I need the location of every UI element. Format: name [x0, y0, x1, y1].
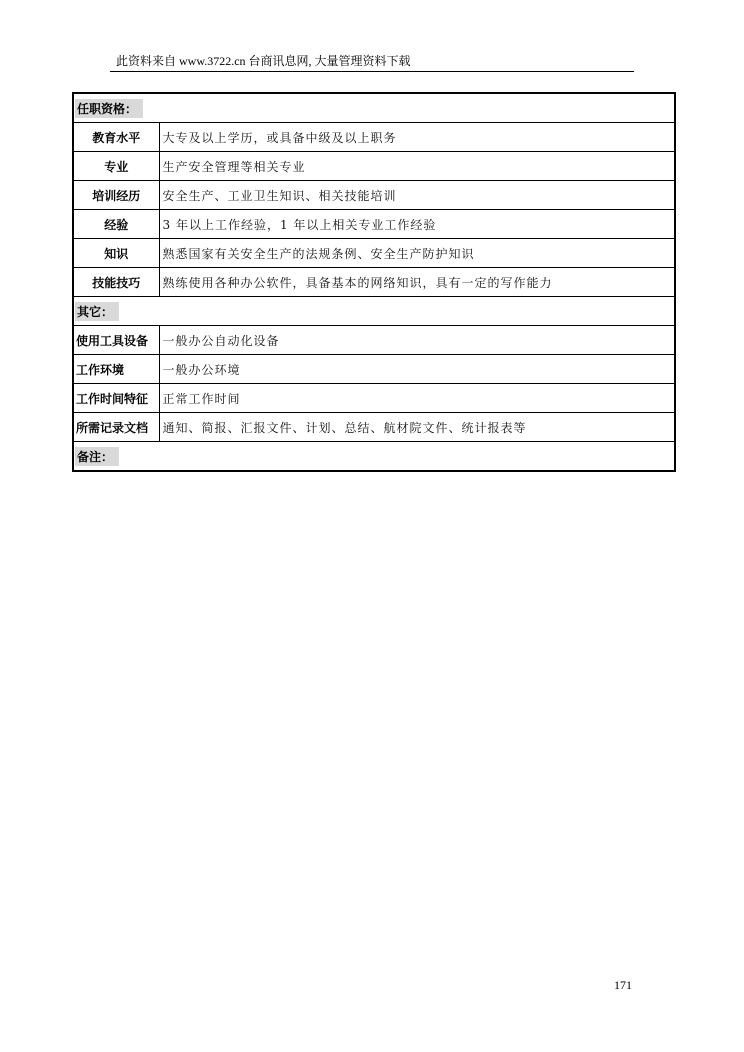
row-value-tools: 一般办公自动化设备 — [159, 326, 675, 355]
row-value-work-hours: 正常工作时间 — [159, 384, 675, 413]
row-label-experience: 经验 — [73, 210, 159, 239]
row-value-documents: 通知、简报、汇报文件、计划、总结、航材院文件、统计报表等 — [159, 413, 675, 442]
table-row — [73, 268, 675, 297]
table-row — [73, 152, 675, 181]
row-value-knowledge: 熟悉国家有关安全生产的法规条例、安全生产防护知识 — [159, 239, 675, 268]
table-row — [73, 181, 675, 210]
section-row-qualifications — [73, 93, 675, 123]
row-label-skills: 技能技巧 — [73, 268, 159, 297]
section-title-remarks: 备注： — [75, 447, 119, 466]
table-row — [73, 210, 675, 239]
section-row-remarks — [73, 442, 675, 472]
section-row-other — [73, 297, 675, 326]
table-row — [73, 384, 675, 413]
header-text: 此资料来自 www.3722.cn 台商讯息网, 大量管理资料下载 — [116, 54, 411, 68]
table-row — [73, 326, 675, 355]
row-value-education: 大专及以上学历，或具备中级及以上职务 — [159, 123, 675, 152]
row-label-knowledge: 知识 — [73, 239, 159, 268]
row-label-education: 教育水平 — [73, 123, 159, 152]
section-title-other: 其它： — [75, 302, 119, 321]
table-row — [73, 123, 675, 152]
table-row — [73, 239, 675, 268]
page-number: 171 — [614, 978, 632, 992]
row-value-experience: 3 年以上工作经验，1 年以上相关专业工作经验 — [159, 210, 675, 239]
row-value-training: 安全生产、工业卫生知识、相关技能培训 — [159, 181, 675, 210]
row-label-documents: 所需记录文档 — [73, 413, 159, 442]
row-label-environment: 工作环境 — [73, 355, 159, 384]
row-label-training: 培训经历 — [73, 181, 159, 210]
row-label-tools: 使用工具设备 — [73, 326, 159, 355]
row-label-work-hours: 工作时间特征 — [73, 384, 159, 413]
job-description-table — [72, 92, 676, 472]
page-header — [110, 53, 634, 72]
row-value-skills: 熟练使用各种办公软件，具备基本的网络知识，具有一定的写作能力 — [159, 268, 675, 297]
table-row — [73, 413, 675, 442]
table-row — [73, 355, 675, 384]
row-value-environment: 一般办公环境 — [159, 355, 675, 384]
section-title-qualifications: 任职资格： — [75, 99, 143, 118]
row-label-major: 专业 — [73, 152, 159, 181]
row-value-major: 生产安全管理等相关专业 — [159, 152, 675, 181]
